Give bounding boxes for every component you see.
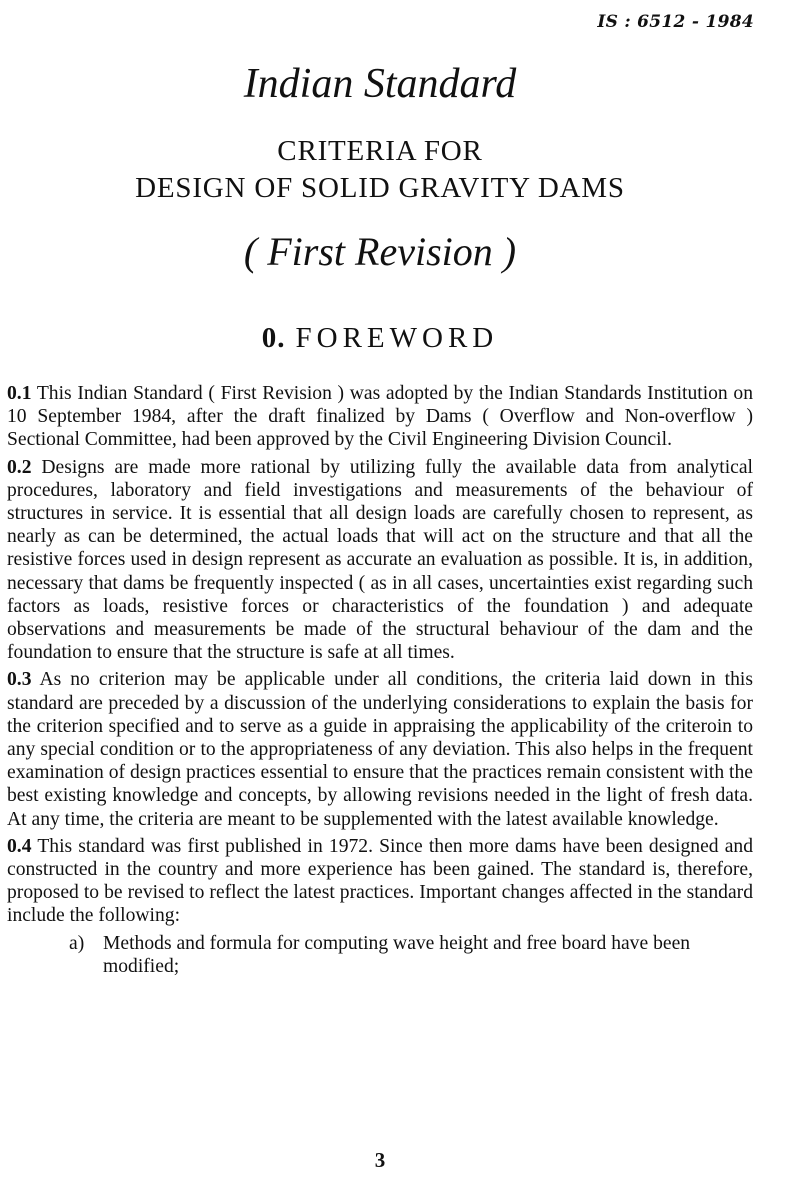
page-number: 3 [374,1148,386,1172]
clause-text: This standard was first published in 1972. Since then more dams have been designed and constructed in the country and more experience has been gained. The standard is, therefore, proposed to be revised to reflect the latest practices. Important changes affected in the standard include the following: [7,835,753,927]
clause-0-4 [7,835,753,928]
document-subtitle-line1: CRITERIA FOR [277,135,483,167]
foreword-number: 0. [261,322,286,354]
clause-number: 0.1 [7,383,32,404]
list-marker: a) [69,932,85,954]
standard-number: IS : 6512 - 1984 [597,12,754,32]
clause-0-2 [7,456,753,665]
clause-text: As no criterion may be applicable under all conditions, the criteria laid down in this standard are preceded by a discussion of the underlying considerations to explain the basis for the criterion specified and to serve as a guide in appraising the applicability of the criteroin to any special condition or to the appropriateness of any deviation. This also helps in the frequent examination of design practices essential to ensure that the practices remain consistent with the best existing knowledge and concepts, by allowing revisions needed in the light of fresh data. At any time, the criteria are meant to be supplemented with the latest available knowledge. [7,669,753,830]
clause-number: 0.3 [7,669,32,691]
revision-label: ( First Revision ) [243,229,517,274]
list-item-text: Methods and formula for computing wave height and free board have been modified; [103,932,691,977]
list-item [69,932,753,978]
clause-0-1 [7,382,753,452]
clause-text: Designs are made more rational by utilizing fully the available data from analytical procedures, laboratory and field investigations and measurements of the behaviour of structures in service. It is essential that all design loads are carefully chosen to represent, as nearly as can be determined, the actual loads that will act on the structure and that all the resistive forces used in design represent as accurate an evaluation as possible. It is, in addition, necessary that dams be frequently inspected ( as in all cases, uncertainties exist regarding such factors as loads, resistive forces or characteristics of the foundation ) and adequate observations and measurements be made of the structural behaviour of the dam and the foundation to ensure that the structure is safe at all times. [7,456,753,664]
document-subtitle-line2: DESIGN OF SOLID GRAVITY DAMS [135,172,625,204]
clause-0-3 [7,668,753,830]
clause-number: 0.4 [7,835,32,857]
clause-number: 0.2 [7,456,32,478]
foreword-body [7,382,753,978]
foreword-title: FOREWORD [295,322,499,354]
document-title: Indian Standard [243,61,517,107]
foreword-heading [0,322,760,355]
clause-text: This Indian Standard ( First Revision ) was adopted by the Indian Standards Institution on 10 September 1984, after the draft finalized by Dams ( Overflow and Non-overflow ) Sectional Committee, had been approved by the Civil Engineering Division Council. [7,383,754,451]
